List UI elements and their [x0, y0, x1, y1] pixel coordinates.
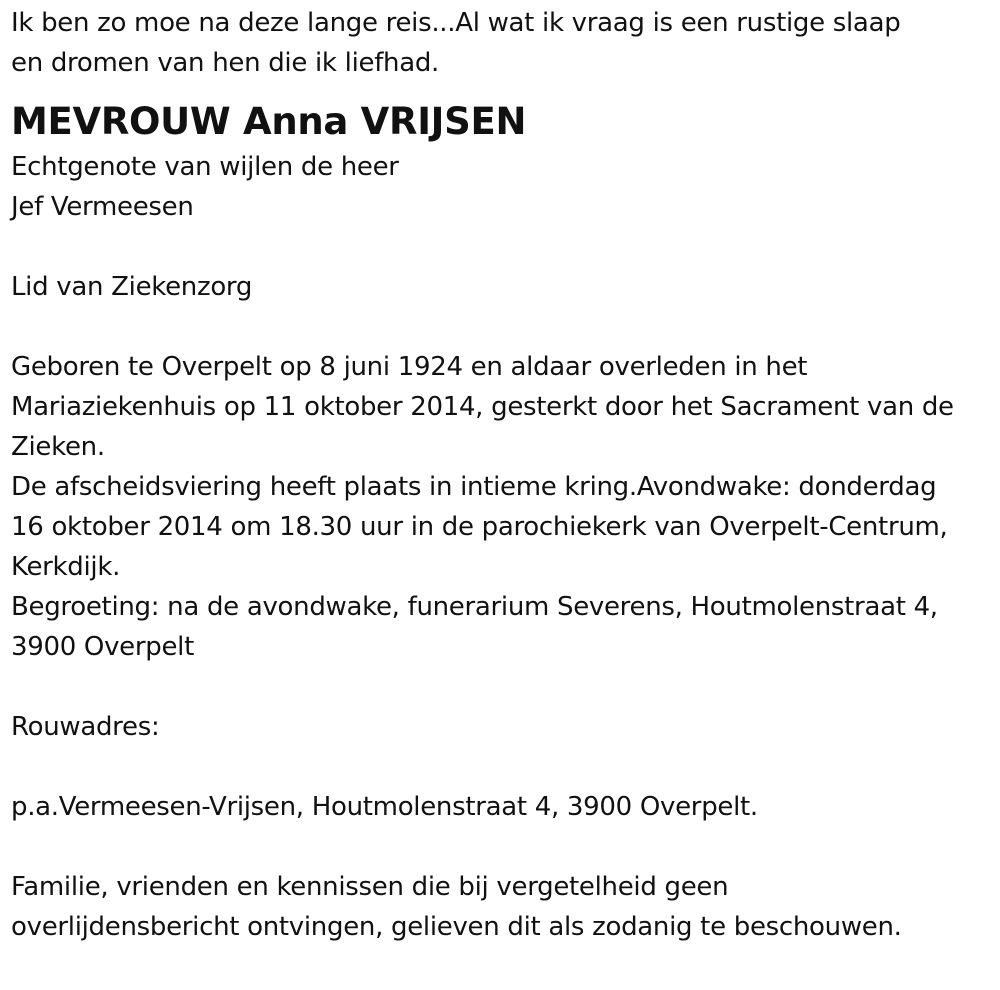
- deceased-name: MEVROUW Anna VRIJSEN: [11, 100, 527, 143]
- poem: [11, 3, 996, 83]
- details: [11, 347, 996, 667]
- poem-line: en dromen van hen die ik liefhad.: [11, 48, 440, 78]
- spacer: [11, 307, 996, 347]
- closing-note: [11, 867, 996, 947]
- details-line: 16 oktober 2014 om 18.30 uur in de parochiekerk van Overpelt-Centrum,: [11, 512, 948, 542]
- spacer: [11, 747, 996, 787]
- details-line: Kerkdijk.: [11, 552, 121, 582]
- death-notice: [11, 3, 996, 947]
- details-line: 3900 Overpelt: [11, 632, 194, 662]
- spacer: [11, 227, 996, 267]
- mourning-address-label: Rouwadres:: [11, 712, 160, 742]
- closing-line: Familie, vrienden en kennissen die bij vergetelheid geen: [11, 872, 729, 902]
- membership: Lid van Ziekenzorg: [11, 272, 253, 302]
- details-line: Zieken.: [11, 432, 105, 462]
- mourning-address: p.a.Vermeesen-Vrijsen, Houtmolenstraat 4, 3900 Overpelt.: [11, 792, 758, 822]
- spouse-info: [11, 147, 996, 227]
- details-line: Geboren te Overpelt op 8 juni 1924 en aldaar overleden in het: [11, 352, 808, 382]
- closing-line: overlijdensbericht ontvingen, gelieven dit als zodanig te beschouwen.: [11, 912, 902, 942]
- details-line: Begroeting: na de avondwake, funerarium Severens, Houtmolenstraat 4,: [11, 592, 938, 622]
- spacer: [11, 667, 996, 707]
- spouse-line: Jef Vermeesen: [11, 192, 194, 222]
- details-line: Mariaziekenhuis op 11 oktober 2014, gesterkt door het Sacrament van de: [11, 392, 954, 422]
- spacer: [11, 827, 996, 867]
- poem-line: Ik ben zo moe na deze lange reis...Al wat ik vraag is een rustige slaap: [11, 8, 901, 38]
- details-line: De afscheidsviering heeft plaats in intieme kring.Avondwake: donderdag: [11, 472, 937, 502]
- spouse-line: Echtgenote van wijlen de heer: [11, 152, 399, 182]
